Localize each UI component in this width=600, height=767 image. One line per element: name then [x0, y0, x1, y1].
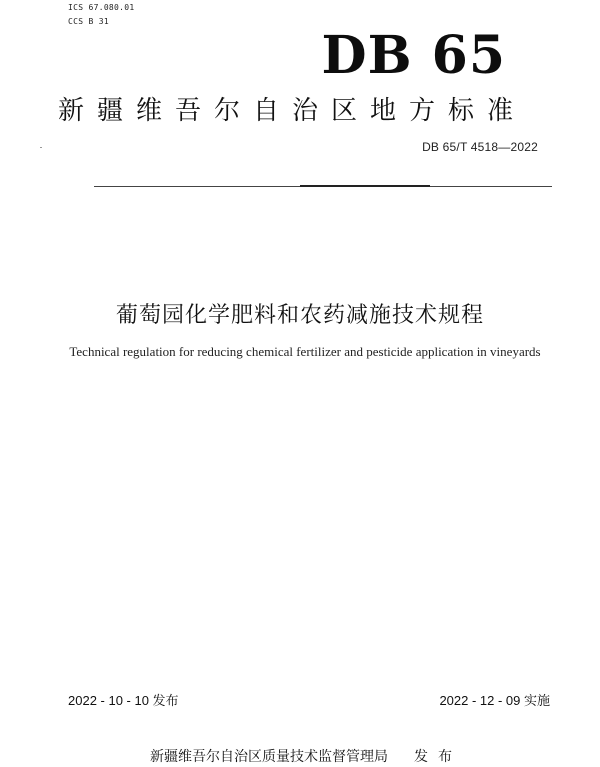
document-title-english: Technical regulation for reducing chemical fertilizer and pesticide application in vineyards	[69, 344, 541, 359]
issue-date: 2022 - 10 - 10 发布	[68, 693, 179, 708]
standard-logo: DB 65	[321, 25, 506, 86]
ics-code: ICS 67.080.01	[68, 3, 135, 12]
standard-number: DB 65/T 4518—2022	[422, 140, 538, 154]
issue-word: 发布	[414, 749, 462, 765]
document-title-chinese: 葡萄园化学肥料和农药减施技术规程	[115, 303, 484, 328]
scan-speck	[40, 147, 42, 148]
issuing-authority	[150, 746, 462, 766]
standard-type-heading: 新疆维吾尔自治区地方标准	[58, 96, 527, 126]
issuer-name: 新疆维吾尔自治区质量技术监督管理局	[150, 749, 388, 765]
ccs-code: CCS B 31	[68, 17, 109, 26]
implementation-date: 2022 - 12 - 09 实施	[439, 693, 550, 708]
header-divider-accent	[300, 185, 430, 187]
